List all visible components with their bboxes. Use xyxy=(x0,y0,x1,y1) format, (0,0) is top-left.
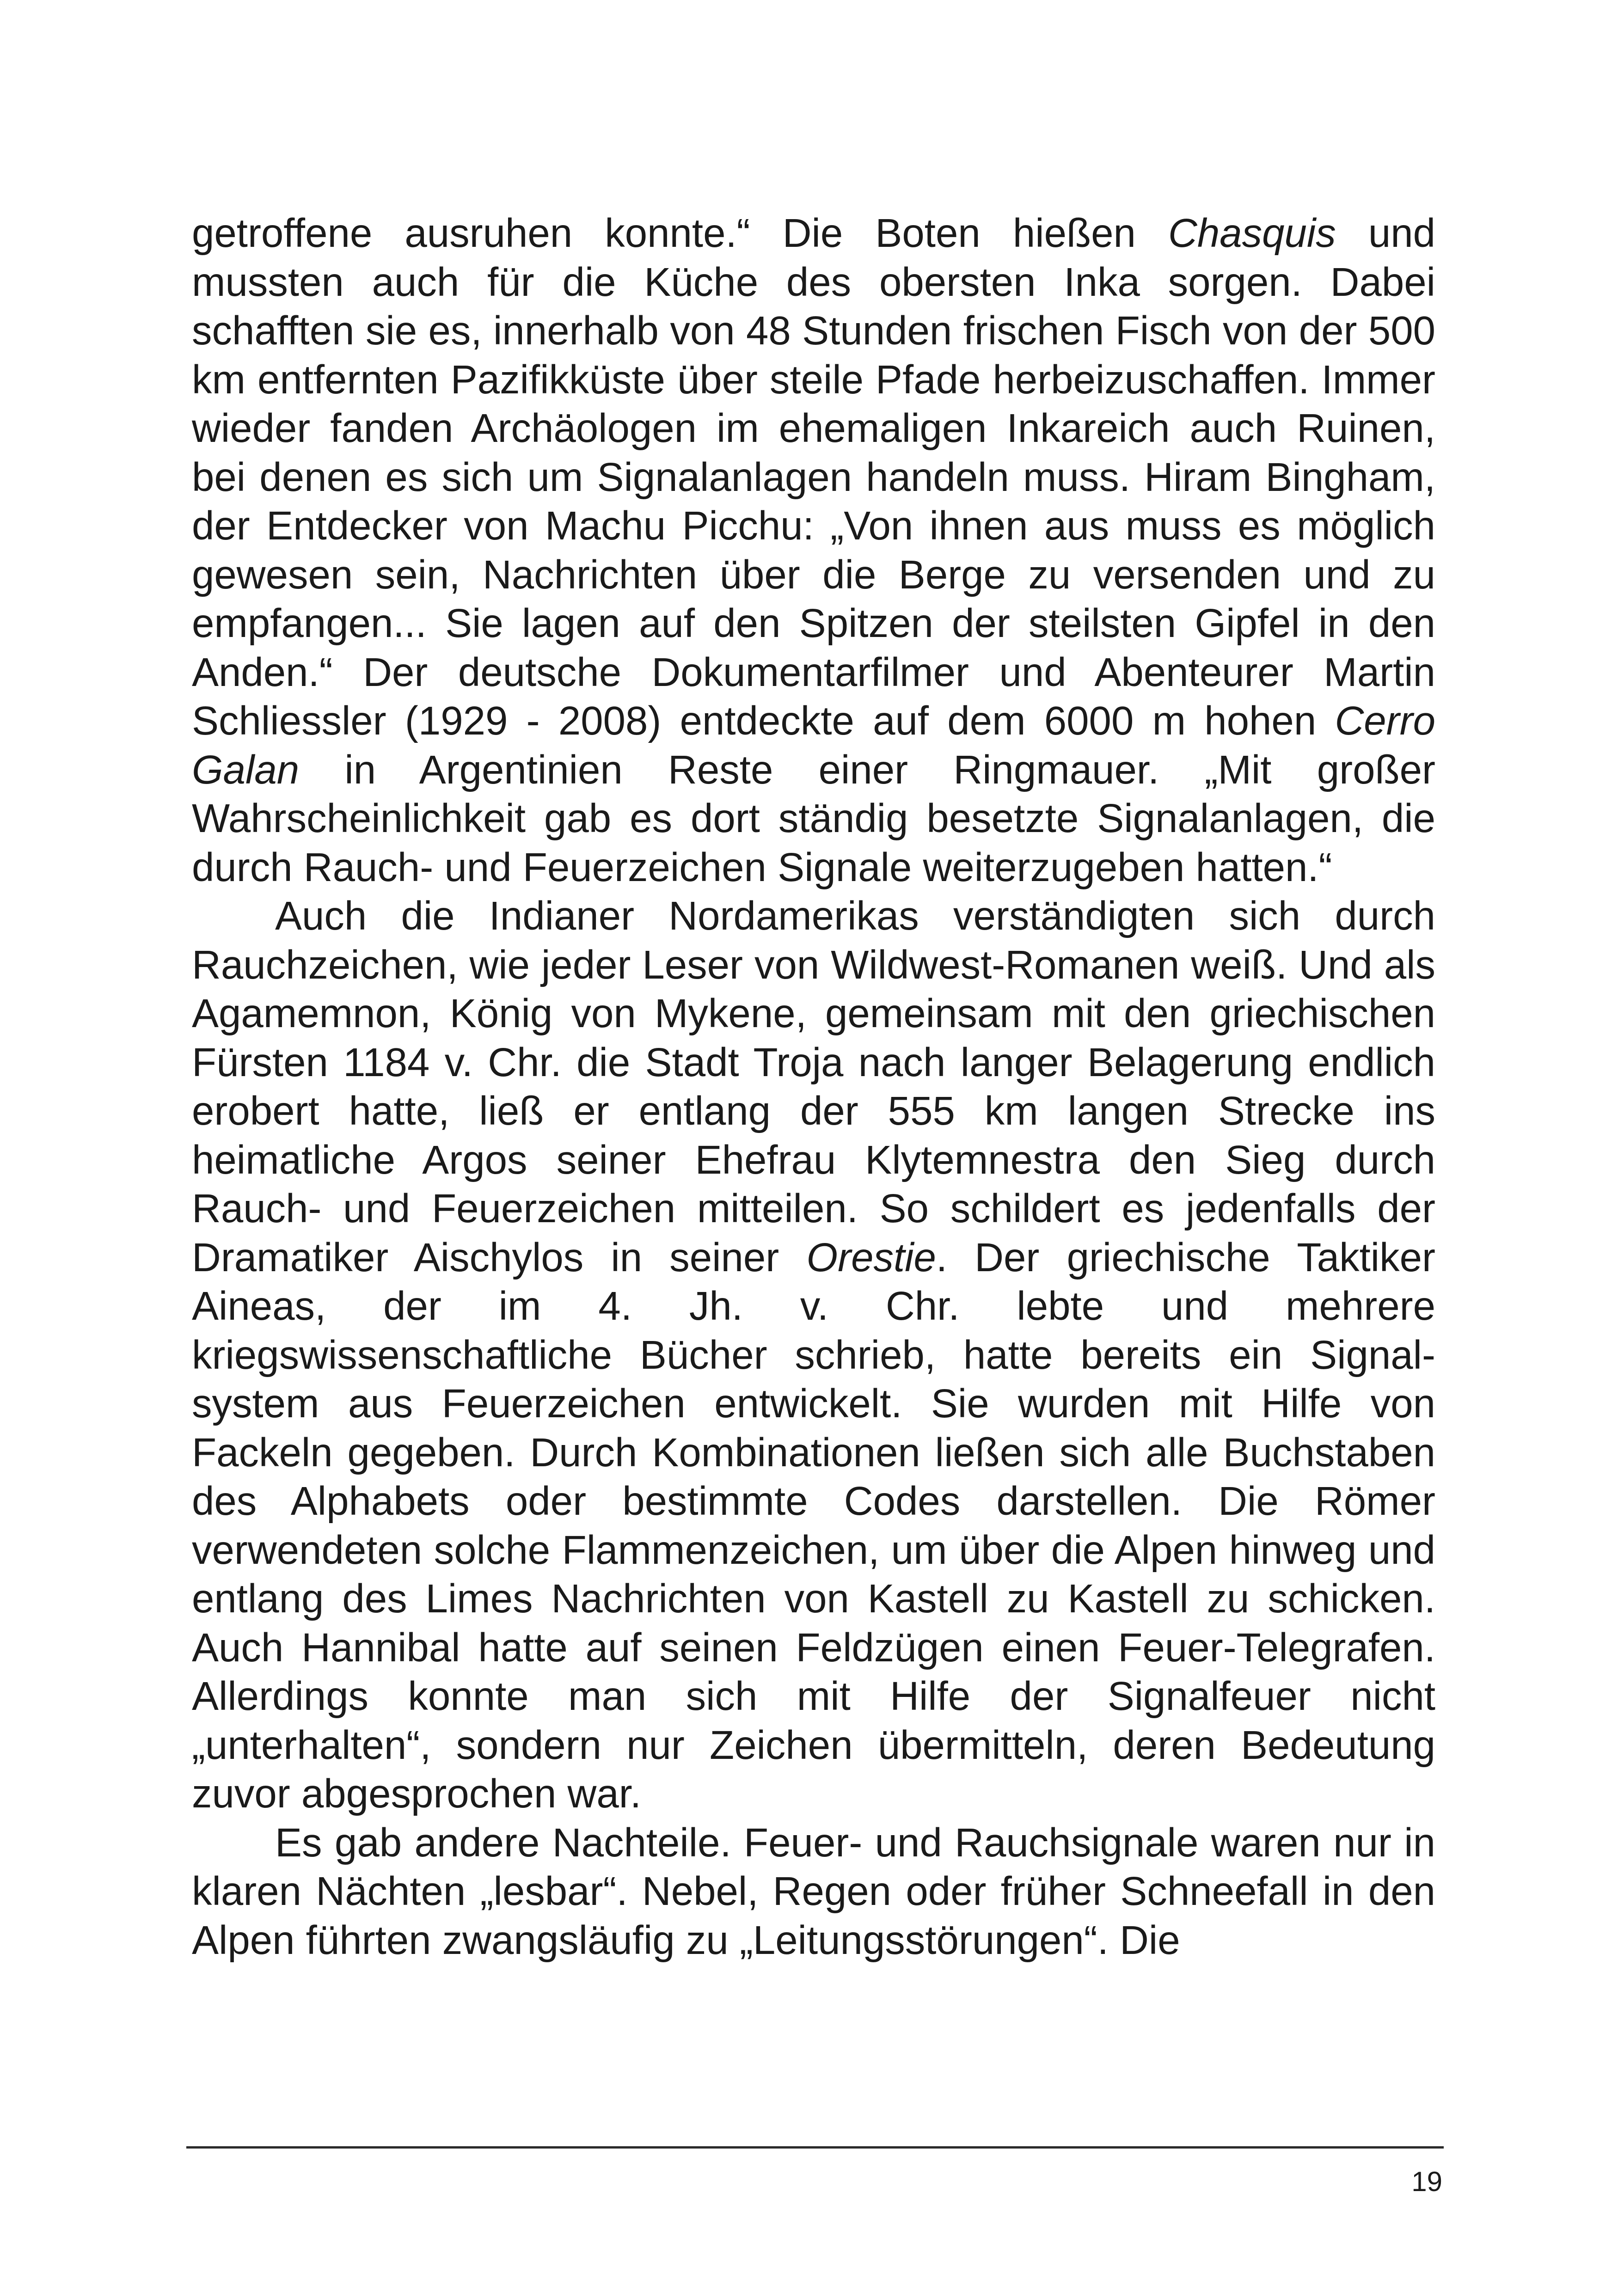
text-segment: . Der griechische Taktiker Aineas, der im 4. Jh. v. Chr. lebte und mehrere kriegswissenschaftliche Bücher schrieb, hatte bereits ein Signalsystem aus Feuerzeichen entwickelt. Sie wurden mit Hilfe von Fackeln gegeben. Durch Kombinationen ließen sich alle Buchstaben des Alphabets oder bestimmte Codes darstellen. Die Römer verwendeten solche Flammenzeichen, um über die Alpen hinweg und entlang des Limes Nachrichten von Kastell zu Kastell zu schicken. Auch Hannibal hatte auf seinen Feldzügen einen Feuer-Telegrafen. Allerdings konnte man sich mit Hilfe der Signalfeuer nicht „unterhalten“, sondern nur Zeichen übermitteln, deren Bedeutung zuvor abgesprochen war. xyxy=(192,1235,1435,1816)
italic-term: Chasquis xyxy=(1168,211,1336,256)
footer-rule xyxy=(186,2146,1444,2149)
page-body xyxy=(192,209,1435,1965)
text-segment: und mussten auch für die Küche des obersten Inka sorgen. Dabei schafften sie es, innerhalb von 48 Stunden frischen Fisch von der 500 km entfernten Pazifikküste über steile Pfade herbeizuschaffen. Immer wieder fanden Archäologen im ehemaligen Inkareich auch Ruinen, bei denen es sich um Signalanlagen handeln muss. Hiram Bingham, der Entdecker von Machu Picchu: „Von ihnen aus muss es möglich gewesen sein, Nachrichten über die Berge zu versenden und zu empfangen... Sie lagen auf den Spitzen der steilsten Gipfel in den Anden.“ Der deutsche Dokumentarfilmer und Abenteurer Martin Schliessler (1929 - 2008) entdeckte auf dem 6000 m hohen xyxy=(192,211,1435,743)
text-segment: Es gab andere Nachteile. Feuer- und Rauchsignale waren nur in klaren Nächten „lesbar“. Nebel, Regen oder früher Schneefall in den Alpen führten zwangsläufig zu „Leitungsstörungen“. Die xyxy=(192,1820,1435,1963)
italic-term: Orestie xyxy=(806,1235,936,1280)
paragraph-2 xyxy=(192,892,1435,1818)
page-number: 19 xyxy=(1411,2166,1442,2197)
italic-term: Cerro Galan xyxy=(192,698,1435,792)
text-segment: in Argentinien Reste einer Ringmauer. „Mit großer Wahrscheinlichkeit gab es dort ständig besetzte Signalanlagen, die durch Rauch- und Feuerzeichen Signale weiterzugeben hatten.“ xyxy=(192,747,1435,890)
text-segment: getroffene ausruhen konnte.“ Die Boten hießen xyxy=(192,211,1169,256)
paragraph-3 xyxy=(192,1818,1435,1965)
text-segment: Auch die Indianer Nordamerikas verständigten sich durch Rauchzeichen, wie jeder Leser von Wildwest-Romanen weiß. Und als Agamemnon, König von Mykene, gemeinsam mit den griechischen Fürsten 1184 v. Chr. die Stadt Troja nach langer Belagerung endlich erobert hatte, ließ er entlang der 555 km langen Strecke ins heimatliche Argos seiner Ehefrau Klytemnestra den Sieg durch Rauch- und Feuerzeichen mitteilen. So schildert es jedenfalls der Dramatiker Aischylos in seiner xyxy=(192,894,1435,1280)
paragraph-1 xyxy=(192,209,1435,892)
